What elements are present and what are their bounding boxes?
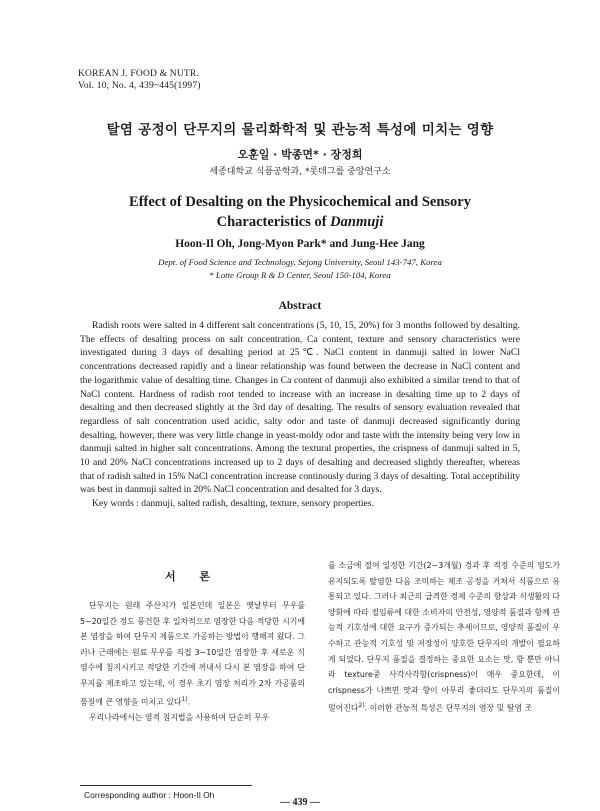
footnote-divider (80, 785, 252, 786)
intro-paragraph-1: 단무지는 원래 주산지가 일본인데 일본은 옛날부터 무우를 5~20일간 정도 풍건한 후 일차적으로 염장한 다음 적당한 시기에 본 염장을 하여 단무지 제품으로 가공하는 방법이 행해져 왔다. 그러나 근래에는 원료 무우를 직접 3~10일간 염장한 후 새로운 식염수에 침지시키고 적당한 기간에 꺼내서 다시 본 염장을 하여 단무지를 제조하고 있는데, 이 경우 초기 염장 처리가 2차 가공품의 품질에 큰 영향을 미치고 있다$^{1)}$. (80, 601, 305, 707)
abstract-text: Radish roots were salted in 4 different salt concentrations (5, 10, 15, 20%) for 3 months followed by desalting. The effects of desalting process on salt concentration, Ca content, texture and sensory characteristics were investigated during 3 days of desalting period at 25℃. NaCl content in danmuji salted in lower NaCl concentrations decreased rapidly and a linear relationship was found between the decrease in NaCl content and the logarithmic value of desalting time. Changes in Ca content of danmuji also exhibited a similar trend to that of NaCl content. Hardness of radish root tended to increase with an increase in desalting time up to 2 days of desalting and then decreased slightly at the 3rd day of desalting. The results of sensory evaluation revealed that regardless of salt concentration used acidic, salty odor and taste of danmuji decreased significantly during desalting, however, there was very little change in yeast-moldy odor and taste with the intensity being very low in danmuji salted in higher salt concentrations. Among the textural properties, the crispness of danmuji salted in 5, 10 and 20% NaCl concentrations increased up to 2 days of desalting and decreased slightly thereafter, whereas that of radish salted in 15% NaCl concentration increase continously during 3 days of desalting. Total acceptibility was best in danmuji salted in 20% NaCl concentration and desalted for 3 days. (80, 320, 520, 496)
english-title-line2-italic: Danmuji (330, 214, 384, 230)
intro-right-paragraph (328, 558, 560, 717)
citation-1: 1) (181, 695, 188, 703)
intro-left-column (80, 560, 305, 725)
korean-title: 탈염 공정이 단무지의 물리화학적 및 관능적 특성에 미치는 영향 (106, 122, 494, 138)
page-number: — 439 — (280, 797, 320, 808)
intro-right-tail: . 이러한 관능적 특성은 단무지의 염장 및 탈염 조 (364, 703, 533, 713)
intro-paragraph-2: 우리나라에서는 염적 침지법을 사용하여 단순히 무우 (89, 712, 270, 722)
korean-authors: 오훈일 · 박종면* · 장정희 (237, 148, 363, 161)
english-affiliation-1: Dept. of Food Science and Technology, Sejong University, Seoul 143-747, Korea (158, 257, 442, 267)
english-title-line2-prefix: Characteristics of (216, 214, 327, 230)
journal-volume: Vol. 10, No. 4, 439~445(1997) (78, 81, 201, 91)
english-title-line2 (0, 212, 600, 232)
english-authors: Hoon-Il Oh, Jong-Myon Park* and Jung-Hee Jang (175, 238, 425, 250)
journal-name: KOREAN J. FOOD & NUTR. (78, 69, 200, 79)
journal-header (78, 68, 201, 92)
citation-2: 2) (358, 702, 365, 710)
corresponding-author: Corresponding author : Hoon-Il Oh (84, 790, 215, 800)
intro-right-text: 를 소금에 절여 일정한 기간(2~3개월) 경과 후 적정 수준의 염도가 유지되도록 탈염한 다음 조미하는 제조 공정을 거쳐서 식품으로 유통되고 있다. 그러나 최근의 급격한 경제 수준의 향상과 식생활의 다양화에 따라 절임류에 대한 소비자의 안전성, 영양적 품질과 함께 관능적 기호성에 대한 요구가 증가되는 추세이므로, 영양적 품질이 우수하고 관능적 기호성 및 저장성이 양호한 단무지의 개발이 필요하게 되었다. 단무지 품질을 결정하는 중요한 요소는 맛, 향 뿐만 아니라 texture중 사각사각함(crispness)이 매우 중요한데, 이 crispness가 나쁘면 맛과 향이 아무리 좋더라도 단무지의 품질이 떨어진다 (328, 561, 560, 713)
intro-heading: 서 론 (164, 570, 221, 583)
english-title-line1: Effect of Desalting on the Physicochemical and Sensory (129, 194, 471, 210)
intro-right-column (328, 558, 560, 717)
keywords: Key words : danmuji, salted radish, desalting, texture, sensory properties. (92, 498, 374, 510)
english-affiliations (0, 256, 600, 282)
intro-paragraph-1-text: 단무지는 원래 주산지가 일본인데 일본은 옛날부터 무우를 5~20일간 정도 풍건한 후 일차적으로 염장한 다음 적당한 시기에 본 염장을 하여 단무지 제품으로 가공하는 방법이 행해져 왔다. 그러나 근래에는 원료 무우를 직접 3~10일간 염장한 후 새로운 식염수에 침지시키고 적당한 기간에 꺼내서 다시 본 염장을 하여 단무지를 제조하고 있는데, 이 경우 초기 염장 처리가 2차 가공품의 품질에 큰 영향을 미치고 있다 (80, 601, 305, 707)
korean-affiliation: 세종대학교 식품공학과, *롯데그룹 중앙연구소 (209, 167, 391, 177)
abstract-heading: Abstract (278, 300, 322, 312)
english-title (0, 192, 600, 232)
abstract-body (80, 319, 520, 511)
english-affiliation-2: * Lotte Group R & D Center, Seoul 150-104, Korea (209, 270, 391, 280)
